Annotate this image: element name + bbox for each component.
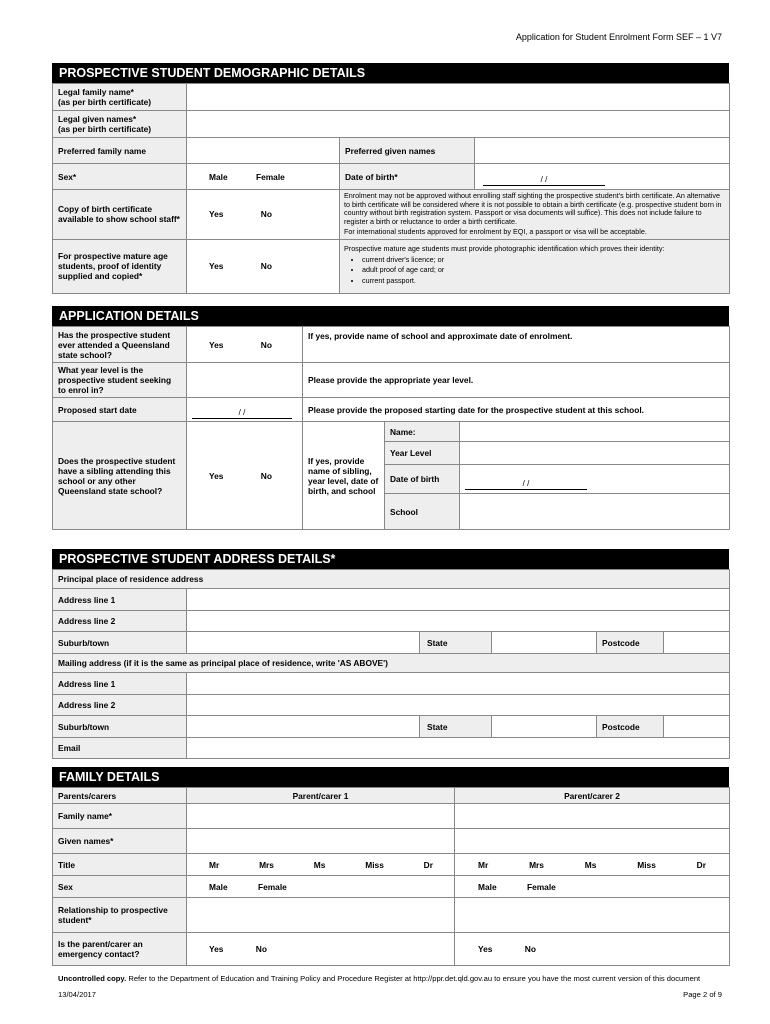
title-ms[interactable]: Ms <box>584 859 597 870</box>
mailing-postcode-field[interactable] <box>664 716 730 738</box>
mailing-postcode-label: Postcode <box>597 716 664 738</box>
sex-female-option[interactable]: Female <box>255 171 285 182</box>
footer-notice: Uncontrolled copy. Refer to the Department of Education and Training Policy and Procedure Register at http://ppr.det.qld.gov.au to ensure you have the most current version of this document <box>58 974 701 983</box>
page-number: Page 2 of 9 <box>683 990 722 999</box>
birth-cert-options[interactable] <box>187 190 340 240</box>
sibling-dob-field[interactable]: / / <box>460 465 730 494</box>
family-name-field[interactable] <box>187 84 730 111</box>
parent1-given-names-field[interactable] <box>187 829 455 854</box>
parents-label: Parents/carers <box>53 788 187 804</box>
mature-no[interactable]: No <box>260 261 272 272</box>
q2-field[interactable] <box>187 363 303 398</box>
q4-options[interactable] <box>187 422 303 530</box>
birth-cert-no[interactable]: No <box>260 209 272 220</box>
q4-label: Does the prospective student have a sibling attending this school or any other Queensland state school? <box>53 422 187 530</box>
parent2-given-names-field[interactable] <box>455 829 730 854</box>
sibling-name-field[interactable] <box>460 422 730 442</box>
sibling-year-label: Year Level <box>385 442 460 465</box>
mailing-line1-field[interactable] <box>187 673 730 695</box>
pref-given-field[interactable] <box>475 138 729 163</box>
q2-label: What year level is the prospective student seeking to enrol in? <box>53 363 187 398</box>
sex-male-option[interactable]: Male <box>209 881 228 892</box>
start-date-field[interactable]: / / <box>187 398 303 422</box>
mailing-line2-field[interactable] <box>187 695 730 716</box>
pref-given-label: Preferred given names <box>340 138 475 163</box>
mailing-address-heading: Mailing address (if it is the same as principal place of residence, write 'AS ABOVE') <box>53 654 730 673</box>
relationship-label: Relationship to prospective student* <box>53 898 187 933</box>
family-name-label: Family name* <box>53 804 187 829</box>
dob-field[interactable]: / / <box>475 164 729 189</box>
title-mrs[interactable]: Mrs <box>259 859 274 870</box>
q3-note: Please provide the proposed starting date for the prospective student at this school. <box>303 398 730 422</box>
given-name-field[interactable] <box>187 111 730 138</box>
emergency-yes[interactable]: Yes <box>209 944 224 954</box>
parent1-family-name-field[interactable] <box>187 804 455 829</box>
footer-date: 13/04/2017 <box>58 990 97 999</box>
mature-id-list <box>344 256 725 286</box>
q4-note: If yes, provide name of sibling, year level, date of birth, and school <box>303 422 385 530</box>
mailing-line2-label: Address line 2 <box>53 695 187 716</box>
dob-label: Date of birth* <box>340 164 475 189</box>
sex-male-option[interactable]: Male <box>209 171 228 182</box>
given-names-label: Given names* <box>53 829 187 854</box>
address-line2-label: Address line 2 <box>53 611 187 632</box>
title-dr[interactable]: Dr <box>423 859 433 870</box>
parent1-sex-options[interactable] <box>187 876 455 898</box>
sibling-name-label: Name: <box>385 422 460 442</box>
sex-male-option[interactable]: Male <box>478 881 497 892</box>
q4-yes[interactable]: Yes <box>209 470 224 481</box>
sibling-dob-label: Date of birth <box>385 465 460 494</box>
parent1-relationship-field[interactable] <box>187 898 455 933</box>
q3-label: Proposed start date <box>53 398 187 422</box>
suburb-field[interactable] <box>187 632 420 653</box>
mature-options[interactable] <box>187 239 340 293</box>
q1-no[interactable]: No <box>260 339 272 350</box>
address-title: PROSPECTIVE STUDENT ADDRESS DETAILS* <box>52 549 729 569</box>
postcode-label: Postcode <box>597 632 664 654</box>
parent1-emergency-options[interactable] <box>187 933 455 966</box>
sex-label: Sex* <box>53 164 187 190</box>
application-title: APPLICATION DETAILS <box>52 306 729 326</box>
parent2-sex-options[interactable] <box>455 876 730 898</box>
birth-cert-label: Copy of birth certificate available to show school staff* <box>53 190 187 240</box>
emergency-no[interactable]: No <box>524 944 536 954</box>
pref-family-label: Preferred family name <box>53 138 187 164</box>
mature-label: For prospective mature age students, proof of identity supplied and copied* <box>53 239 187 293</box>
sibling-school-label: School <box>385 494 460 530</box>
email-field[interactable] <box>187 738 730 759</box>
mailing-suburb-label: Suburb/town <box>53 716 187 738</box>
list-item: • adult proof of age card; or <box>362 266 725 275</box>
emergency-label: Is the parent/carer an emergency contact? <box>53 933 187 966</box>
given-name-label: Legal given names* (as per birth certificate) <box>53 111 187 138</box>
q2-note: Please provide the appropriate year level. <box>303 363 730 398</box>
mailing-state-label: State <box>420 716 492 737</box>
mature-note: Prospective mature age students must provide photographic identification which proves their identity: • current driver's licence; or • adult proof of age card; or • current passport. <box>340 239 730 293</box>
parent2-header: Parent/carer 2 <box>455 788 730 804</box>
family-section <box>52 767 729 966</box>
email-label: Email <box>53 738 187 759</box>
mailing-state-field[interactable] <box>492 716 596 737</box>
demographic-section <box>52 63 729 294</box>
sibling-school-field[interactable] <box>460 494 730 530</box>
title-mrs[interactable]: Mrs <box>529 859 544 870</box>
state-label: State <box>420 632 492 653</box>
emergency-no[interactable]: No <box>255 944 267 954</box>
parent1-header: Parent/carer 1 <box>187 788 455 804</box>
birth-cert-note: Enrolment may not be approved without enrolling staff sighting the prospective student's birth certificate. An alternative to birth certificate will be considered where it is not possible to obtain a birth certificate (e.g. prospective student born in country without birth registration system. Passport or visa documents will suffice). This does not include failure to register a birth or reluctance to order a birth certificate. For international students approved for enrolment by EQI, a passport or visa will be acceptable. <box>340 190 730 240</box>
q1-yes[interactable]: Yes <box>209 339 224 350</box>
q1-label: Has the prospective student ever attended a Queensland state school? <box>53 327 187 363</box>
form-header: Application for Student Enrolment Form SEF – 1 V7 <box>515 32 722 42</box>
parent1-title-options[interactable] <box>187 854 455 876</box>
mailing-suburb-field[interactable] <box>187 716 420 737</box>
postcode-field[interactable] <box>664 632 730 654</box>
family-title: FAMILY DETAILS <box>52 767 729 787</box>
application-section <box>52 306 729 530</box>
demographic-title: PROSPECTIVE STUDENT DEMOGRAPHIC DETAILS <box>52 63 729 83</box>
pref-family-field[interactable] <box>187 138 340 164</box>
parent2-relationship-field[interactable] <box>455 898 730 933</box>
sex-options[interactable] <box>187 164 340 190</box>
state-field[interactable] <box>492 632 596 653</box>
sibling-year-field[interactable] <box>460 442 730 465</box>
suburb-label: Suburb/town <box>53 632 187 654</box>
title-dr[interactable]: Dr <box>696 859 706 870</box>
address-section <box>52 549 729 759</box>
sex-female-option[interactable]: Female <box>526 881 556 892</box>
title-miss[interactable]: Miss <box>637 859 656 870</box>
q4-no[interactable]: No <box>260 470 272 481</box>
title-mr[interactable]: Mr <box>209 859 220 870</box>
sex-female-option[interactable]: Female <box>257 881 287 892</box>
title-miss[interactable]: Miss <box>365 859 384 870</box>
address-line2-field[interactable] <box>187 611 730 632</box>
mailing-line1-label: Address line 1 <box>53 673 187 695</box>
principal-address-heading: Principal place of residence address <box>53 570 730 589</box>
q1-options[interactable] <box>187 327 303 363</box>
sex-label: Sex <box>53 876 187 898</box>
birth-cert-yes[interactable]: Yes <box>209 209 224 220</box>
parent2-title-options[interactable] <box>455 854 730 876</box>
title-ms[interactable]: Ms <box>313 859 326 870</box>
mature-yes[interactable]: Yes <box>209 261 224 272</box>
family-name-label: Legal family name* (as per birth certificate) <box>53 84 187 111</box>
address-line1-field[interactable] <box>187 589 730 611</box>
q1-field[interactable]: If yes, provide name of school and approximate date of enrolment. <box>303 327 730 363</box>
title-mr[interactable]: Mr <box>478 859 489 870</box>
parent2-family-name-field[interactable] <box>455 804 730 829</box>
list-item: • current passport. <box>362 277 725 286</box>
parent2-emergency-options[interactable] <box>455 933 730 966</box>
title-label: Title <box>53 854 187 876</box>
emergency-yes[interactable]: Yes <box>478 944 493 954</box>
address-line1-label: Address line 1 <box>53 589 187 611</box>
list-item: • current driver's licence; or <box>362 256 725 265</box>
